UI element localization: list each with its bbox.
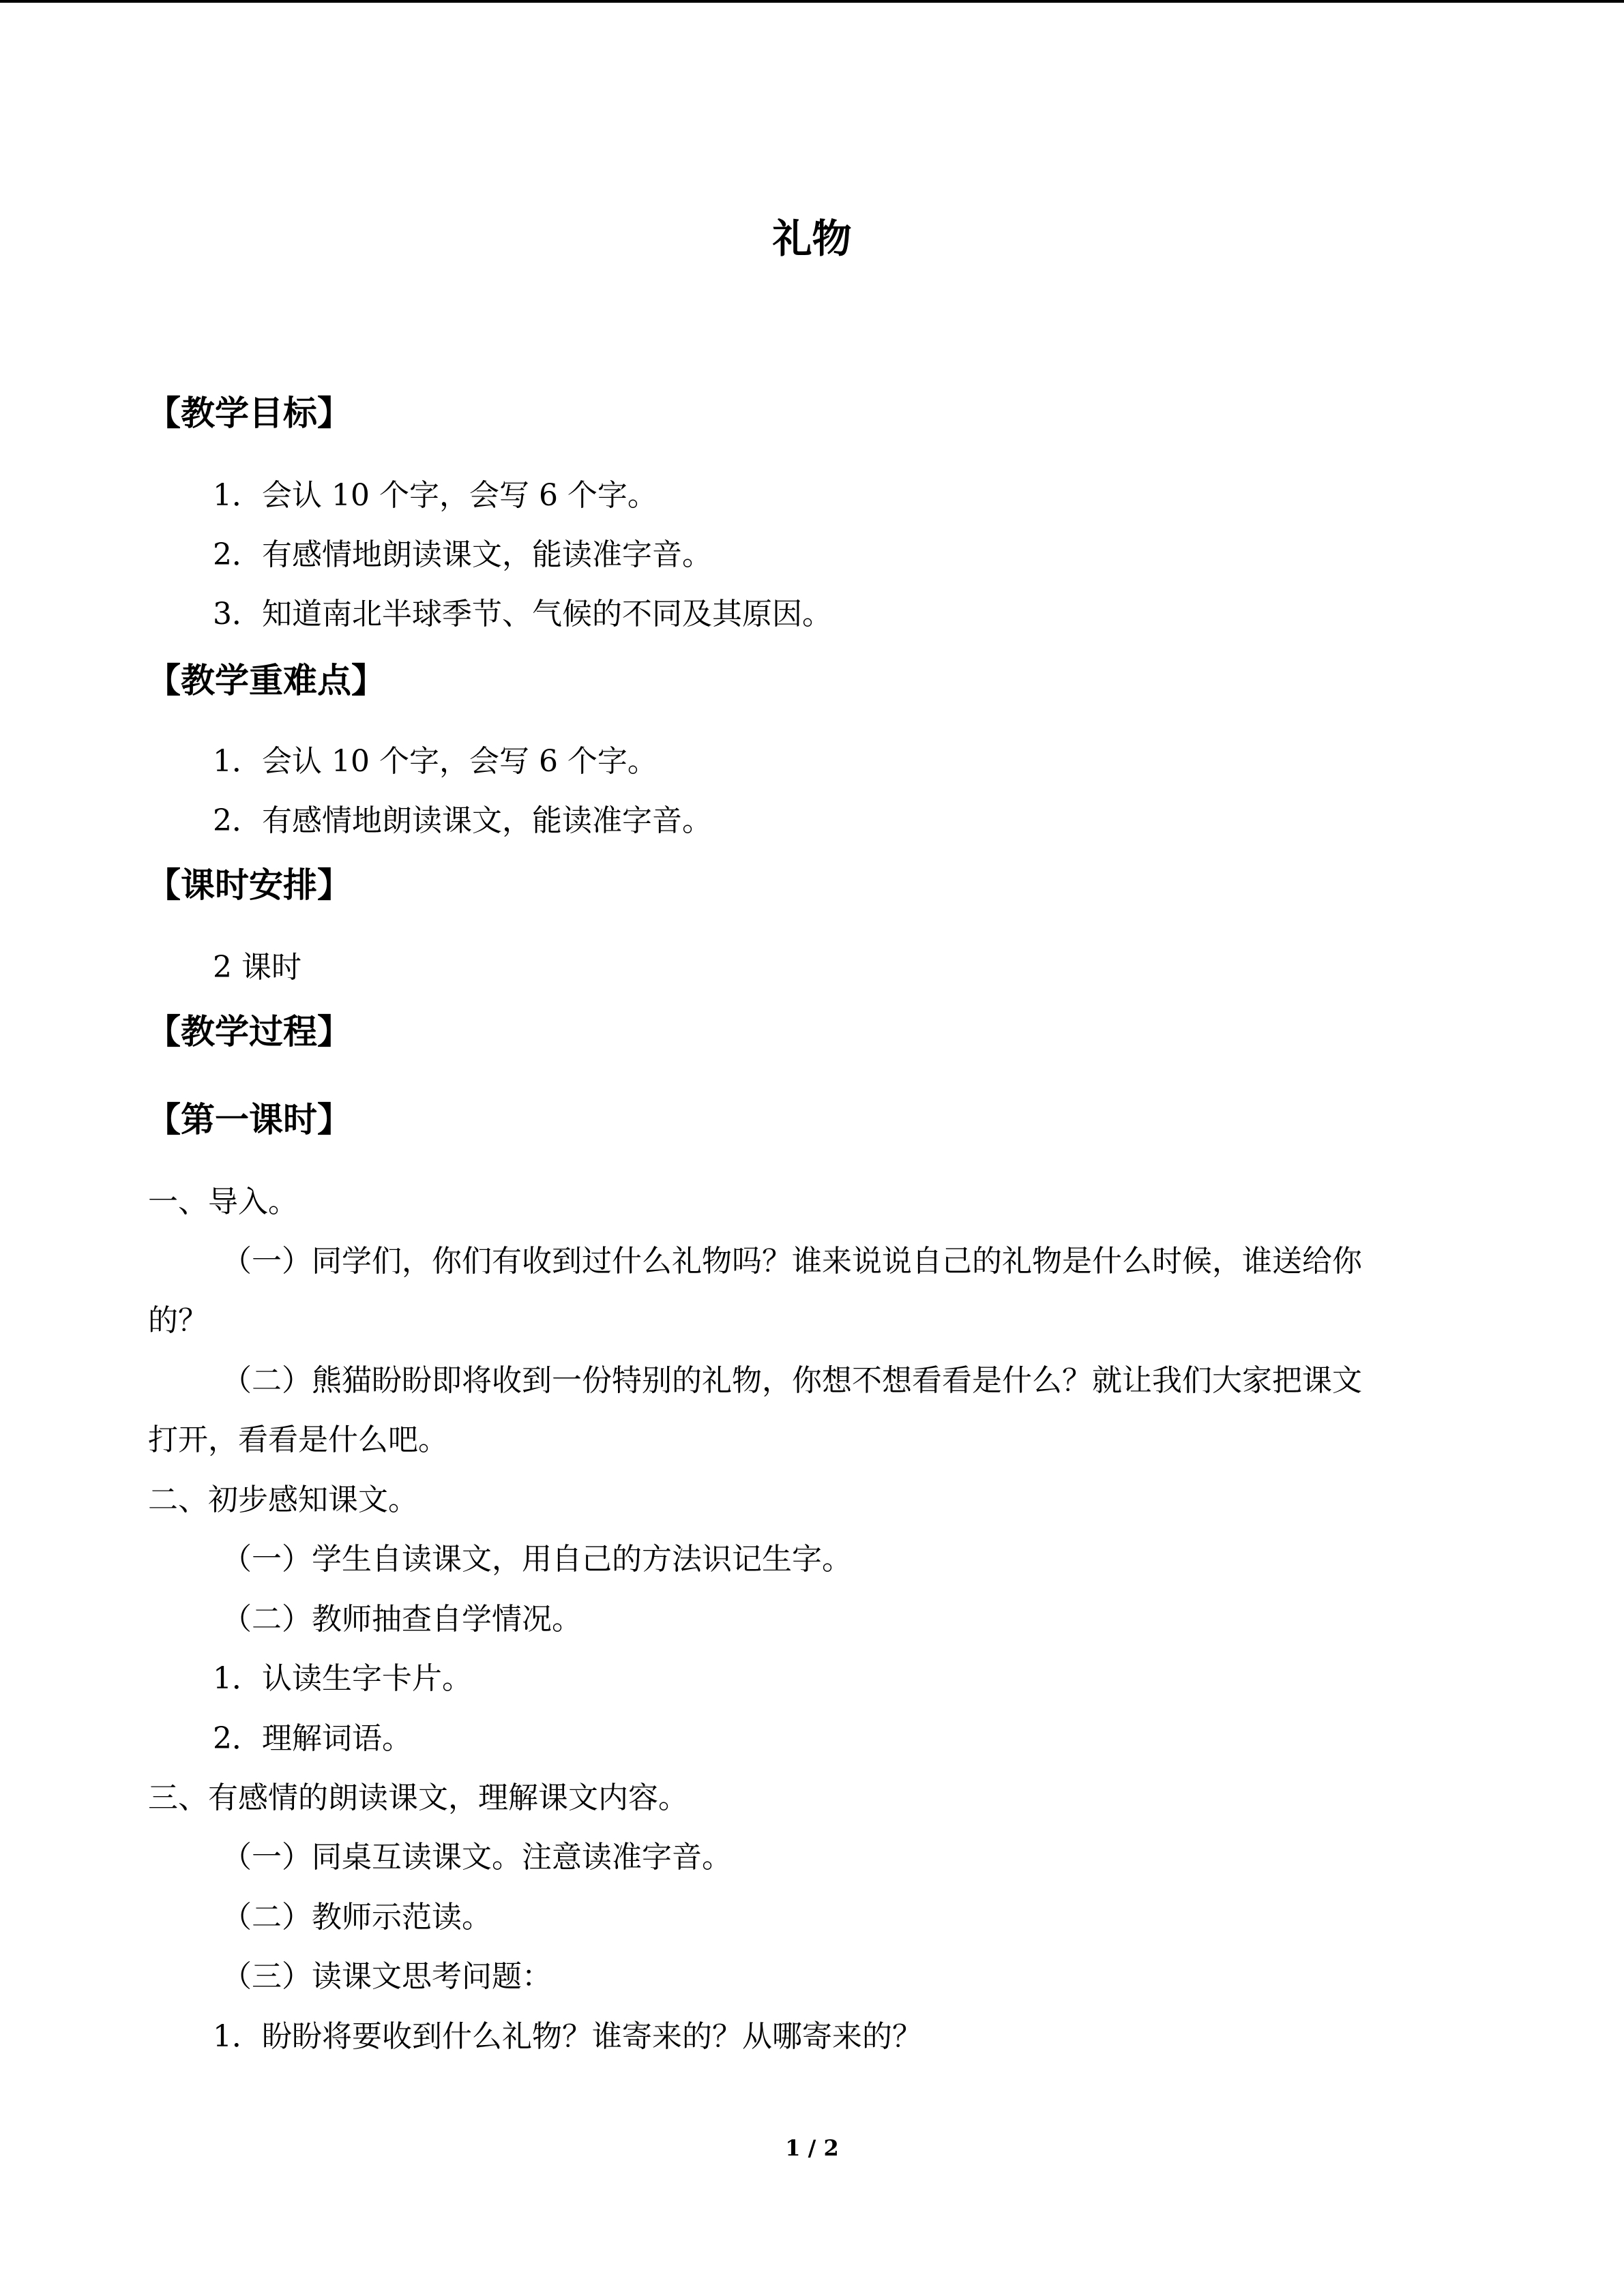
step-3-item-a: （一）同桌互读课文。注意读准字音。 (222, 1840, 732, 1875)
step-1-paragraph-1-line-1: （一）同学们，你们有收到过什么礼物吗？谁来说说自己的礼物是什么时候，谁送给你 (222, 1244, 1362, 1279)
schedule-text: 2 课时 (213, 950, 301, 985)
step-2-item-a: （一）学生自读课文，用自己的方法识记生字。 (222, 1542, 852, 1577)
section-heading-objectives: 【教学目标】 (147, 393, 351, 433)
step-2-item-b: （二）教师抽查自学情况。 (222, 1602, 582, 1637)
step-1-paragraph-2-line-1: （二）熊猫盼盼即将收到一份特别的礼物，你想不想看看是什么？就让我们大家把课文 (222, 1363, 1362, 1398)
step-3-item-c: （三）读课文思考问题： (222, 1959, 552, 1994)
key-point-item-2: 2．有感情地朗读课文，能读准字音。 (213, 803, 712, 838)
document-title: 礼物 (772, 215, 852, 262)
step-3-item-b: （二）教师示范读。 (222, 1900, 492, 1935)
objective-item-2: 2．有感情地朗读课文，能读准字音。 (213, 537, 712, 572)
section-heading-process: 【教学过程】 (147, 1011, 351, 1052)
step-1-title: 一、导入。 (148, 1184, 298, 1219)
step-1-paragraph-2-line-2: 打开，看看是什么吧。 (148, 1422, 448, 1457)
step-3-subitem-1: 1．盼盼将要收到什么礼物？谁寄来的？从哪寄来的？ (213, 2019, 922, 2054)
page-number: 1 / 2 (785, 2135, 839, 2161)
step-2-title: 二、初步感知课文。 (148, 1482, 418, 1517)
top-border-rule (0, 0, 1624, 3)
objective-item-3: 3．知道南北半球季节、气候的不同及其原因。 (213, 597, 832, 631)
section-heading-lesson-1: 【第一课时】 (147, 1099, 351, 1139)
objective-item-1: 1．会认 10 个字，会写 6 个字。 (213, 478, 658, 513)
step-3-title: 三、有感情的朗读课文，理解课文内容。 (148, 1780, 688, 1815)
step-2-subitem-2: 2．理解词语。 (213, 1721, 412, 1756)
step-1-paragraph-1-line-2: 的？ (148, 1303, 208, 1338)
step-2-subitem-1: 1．认读生字卡片。 (213, 1661, 472, 1696)
key-point-item-1: 1．会认 10 个字，会写 6 个字。 (213, 744, 658, 779)
section-heading-key-points: 【教学重难点】 (147, 660, 385, 700)
section-heading-schedule: 【课时安排】 (147, 865, 351, 905)
